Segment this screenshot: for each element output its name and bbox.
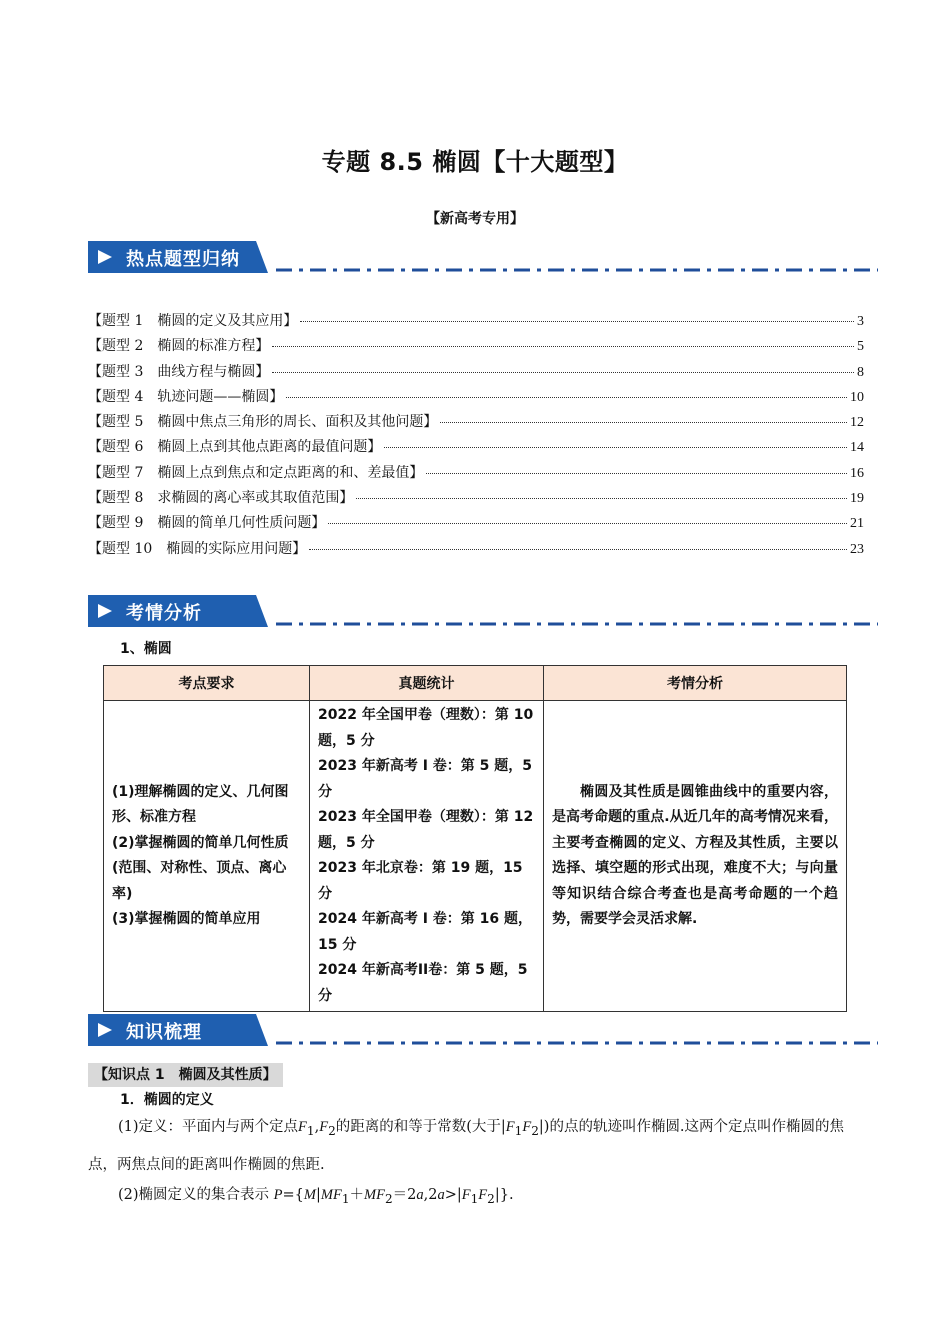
section-banner-analysis (88, 593, 878, 629)
toc-item[interactable]: 【题型 3 曲线方程与椭圆】 8 (88, 363, 864, 380)
banner-graphic (88, 593, 878, 629)
section-banner-knowledge (88, 1012, 878, 1048)
analysis-table (103, 665, 847, 1012)
table-header: 考点要求 (104, 666, 310, 701)
page-title: 专题 8.5 椭圆【十大题型】 (321, 148, 629, 176)
section-banner-hot (88, 239, 878, 275)
banner-graphic (88, 1012, 878, 1048)
toc-item[interactable]: 【题型 5 椭圆中焦点三角形的周长、面积及其他问题】 12 (88, 414, 864, 431)
toc-item[interactable]: 【题型 10 椭圆的实际应用问题】 23 (88, 540, 864, 557)
toc-item[interactable]: 【题型 8 求椭圆的离心率或其取值范围】 19 (88, 490, 864, 507)
table-of-contents (88, 310, 864, 563)
banner-label: 热点题型归纳 (126, 249, 240, 270)
toc-item[interactable]: 【题型 2 椭圆的标准方程】 5 (88, 338, 864, 355)
toc-item[interactable]: 【题型 6 椭圆上点到其他点距离的最值问题】 14 (88, 439, 864, 456)
analysis-heading: 1、椭圆 (120, 641, 172, 657)
exams-cell: 2022 年全国甲卷（理数）：第 10 题，5 分 2023 年新高考 I 卷：第 5 题，5 分 2023 年全国甲卷（理数）：第 12 题，5 分 2023 年北京卷：第 19 题，15 分 2024 年新高考 I 卷：第 16 题，15 分 2024 年新高考II卷：第 5 题，5 分 (310, 701, 544, 1012)
toc-item[interactable]: 【题型 9 椭圆的简单几何性质问题】 21 (88, 515, 864, 532)
analysis-cell: 椭圆及其性质是圆锥曲线中的重要内容，是高考命题的重点.从近几年的高考情况来看，主要考查椭圆的定义、方程及其性质，主要以选择、填空题的形式出现，难度不大；与向量等知识结合综合考查也是高考命题的一个趋势，需要学会灵活求解. (544, 701, 847, 1012)
banner-label: 考情分析 (126, 603, 202, 624)
definition-paragraph: (1)定义：平面内与两个定点$F_1,F_2$的距离的和等于常数(大于$|F_1F_2|$)的点的轨迹叫作椭圆.这两个定点叫作椭圆的焦点，两焦点间的距离叫作椭圆的焦距. (88, 1119, 845, 1173)
table-header: 考情分析 (544, 666, 847, 701)
banner-label: 知识梳理 (126, 1022, 202, 1043)
definition-heading: 1．椭圆的定义 (120, 1092, 214, 1108)
knowledge-point-tag: 【知识点 1 椭圆及其性质】 (88, 1063, 283, 1087)
table-header: 真题统计 (310, 666, 544, 701)
toc-item[interactable]: 【题型 1 椭圆的定义及其应用】 3 (88, 313, 864, 329)
toc-item[interactable]: 【题型 7 椭圆上点到焦点和定点距离的和、差最值】 16 (88, 464, 864, 481)
page-subtitle: 【新高考专用】 (426, 211, 524, 227)
toc-item[interactable]: 【题型 4 轨迹问题——椭圆】 10 (88, 388, 864, 405)
requirements-cell: (1)理解椭圆的定义、几何图形、标准方程 (2)掌握椭圆的简单几何性质(范围、对称性、顶点、离心率) (3)掌握椭圆的简单应用 (104, 701, 310, 1012)
set-representation: (2)椭圆定义的集合表示 $P=\{M|MF_1+MF_2=2a,2a>|F_1F_2|\}$. (118, 1187, 514, 1206)
